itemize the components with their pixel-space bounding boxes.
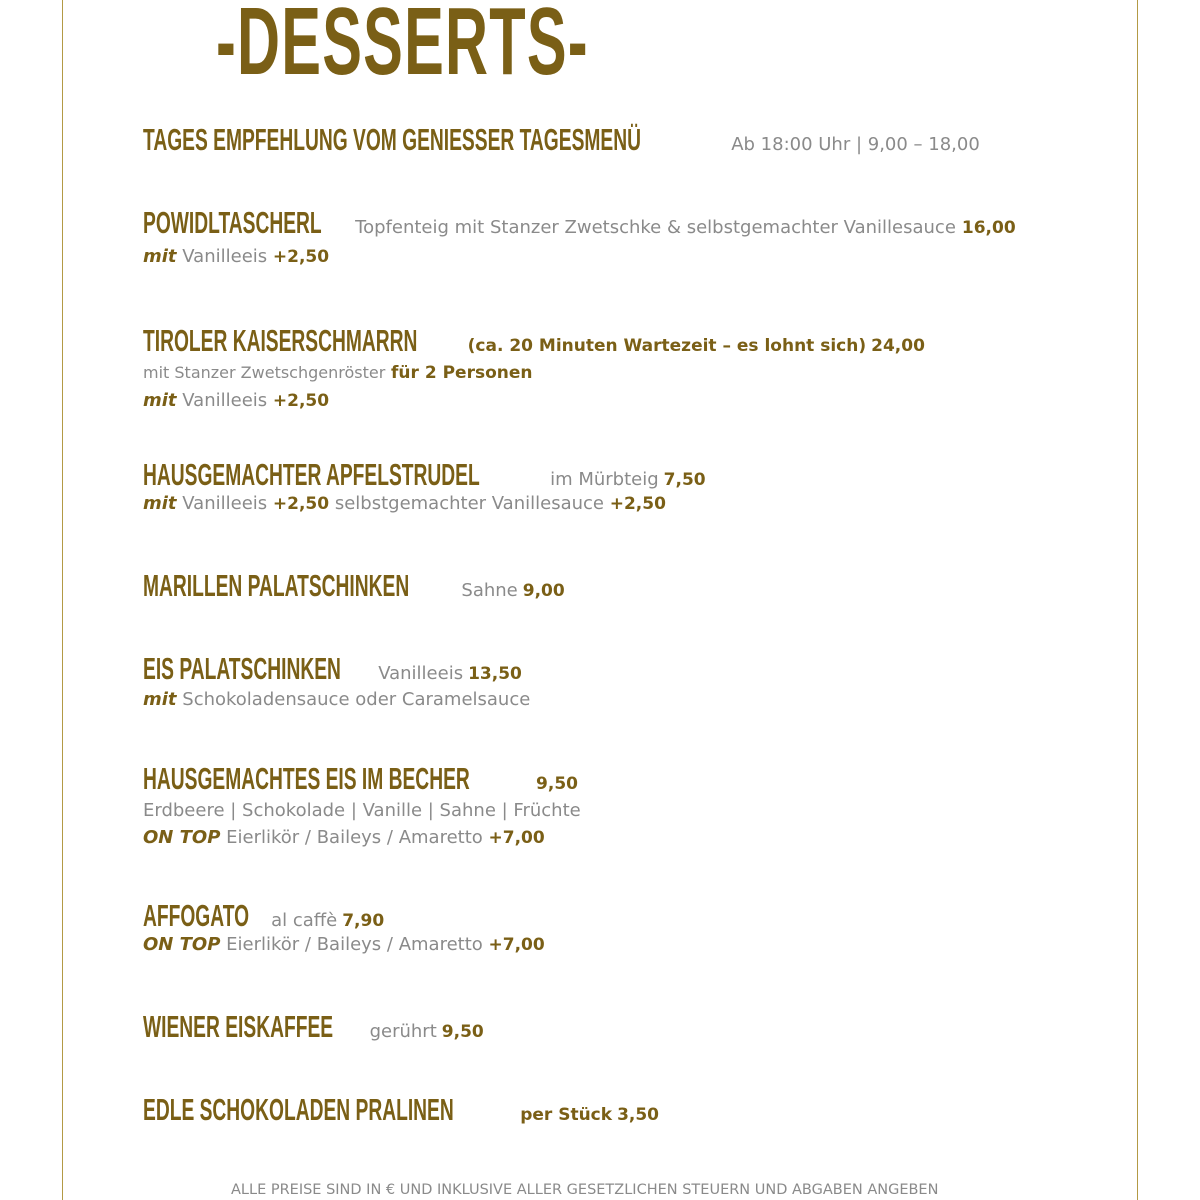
option-text: Vanilleeis xyxy=(182,493,268,514)
menu-item-marillen-palatschinken xyxy=(143,568,565,604)
item-price: 7,50 xyxy=(663,470,706,490)
item-name: TIROLER KAISERSCHMARRN xyxy=(143,323,418,358)
option-text: Schokoladensauce oder Caramelsauce xyxy=(182,689,531,710)
item-name: EIS PALATSCHINKEN xyxy=(143,651,341,686)
item-description: Topfenteig mit Stanzer Zwetschke & selbstgemachter Vanillesauce xyxy=(355,217,956,238)
option-text-2: selbstgemachter Vanillesauce xyxy=(334,493,604,514)
option-price: +7,00 xyxy=(488,935,545,955)
item-name: MARILLEN PALATSCHINKEN xyxy=(143,568,410,603)
option-text: Vanilleeis xyxy=(182,390,268,411)
option-prefix: mit xyxy=(143,689,177,710)
page-border-left xyxy=(62,0,63,1200)
item-price: 9,50 xyxy=(536,774,578,794)
menu-title: -DESSERTS- xyxy=(216,0,589,95)
item-price: 9,50 xyxy=(441,1022,484,1042)
option-price: +7,00 xyxy=(488,828,545,848)
option-prefix: mit xyxy=(143,390,177,411)
item-price: 3,50 xyxy=(617,1105,660,1125)
option-prefix: mit xyxy=(143,246,177,267)
option-prefix: mit xyxy=(143,493,177,514)
item-name: HAUSGEMACHTER APFELSTRUDEL xyxy=(143,457,480,492)
item-description: Sahne xyxy=(461,580,518,601)
item-note: per Stück xyxy=(520,1105,613,1125)
item-name: EDLE SCHOKOLADEN PRALINEN xyxy=(143,1092,454,1127)
item-name: POWIDLTASCHERL xyxy=(143,205,322,240)
page-border-right xyxy=(1137,0,1138,1200)
item-note: (ca. 20 Minuten Wartezeit – es lohnt sich) xyxy=(467,336,867,356)
price-disclaimer: ALLE PREISE SIND IN € UND INKLUSIVE ALLER GESETZLICHEN STEUERN UND ABGABEN ANGEBEN xyxy=(231,1182,939,1198)
item-flavours: Erdbeere | Schokolade | Vanille | Sahne | Früchte xyxy=(143,800,581,821)
item-description: gerührt xyxy=(369,1021,437,1042)
item-description: mit Stanzer Zwetschgenröster xyxy=(143,363,386,382)
item-name: WIENER EISKAFFEE xyxy=(143,1009,334,1044)
option-text: Eierlikör / Baileys / Amaretto xyxy=(226,934,483,955)
item-name: AFFOGATO xyxy=(143,898,250,933)
option-price: +2,50 xyxy=(272,494,330,514)
item-description: Vanilleeis xyxy=(378,663,464,684)
option-prefix: ON TOP xyxy=(143,934,221,955)
menu-item-wiener-eiskaffee xyxy=(143,1009,484,1045)
item-portion: für 2 Personen xyxy=(391,363,533,383)
item-price: 13,50 xyxy=(468,664,522,684)
menu-item-eis-im-becher xyxy=(143,761,581,852)
item-price: 7,90 xyxy=(342,911,385,931)
item-description: Ab 18:00 Uhr | 9,00 – 18,00 xyxy=(731,134,980,155)
option-price: +2,50 xyxy=(272,247,330,267)
option-prefix: ON TOP xyxy=(143,827,221,848)
item-price: 9,00 xyxy=(522,581,565,601)
option-text: Vanilleeis xyxy=(182,246,268,267)
item-name: HAUSGEMACHTES EIS IM BECHER xyxy=(143,761,470,796)
option-text: Eierlikör / Baileys / Amaretto xyxy=(226,827,483,848)
item-price: 16,00 xyxy=(961,218,1016,238)
item-description: al caffè xyxy=(271,910,338,931)
menu-item-eis-palatschinken xyxy=(143,651,530,713)
menu-item-apfelstrudel xyxy=(143,457,706,518)
menu-item-pralinen xyxy=(143,1092,659,1128)
menu-item-kaiserschmarrn xyxy=(143,323,925,415)
item-name: TAGES EMPFEHLUNG VOM GENIESSER TAGESMENÜ xyxy=(143,122,641,157)
item-description: im Mürbteig xyxy=(550,469,659,490)
option-price-2: +2,50 xyxy=(609,494,666,514)
menu-item-affogato xyxy=(143,898,545,959)
menu-item-powidltascherl xyxy=(143,205,1016,271)
item-price: 24,00 xyxy=(871,336,925,356)
option-price: +2,50 xyxy=(272,391,330,411)
menu-item-tagesempfehlung xyxy=(143,122,980,158)
